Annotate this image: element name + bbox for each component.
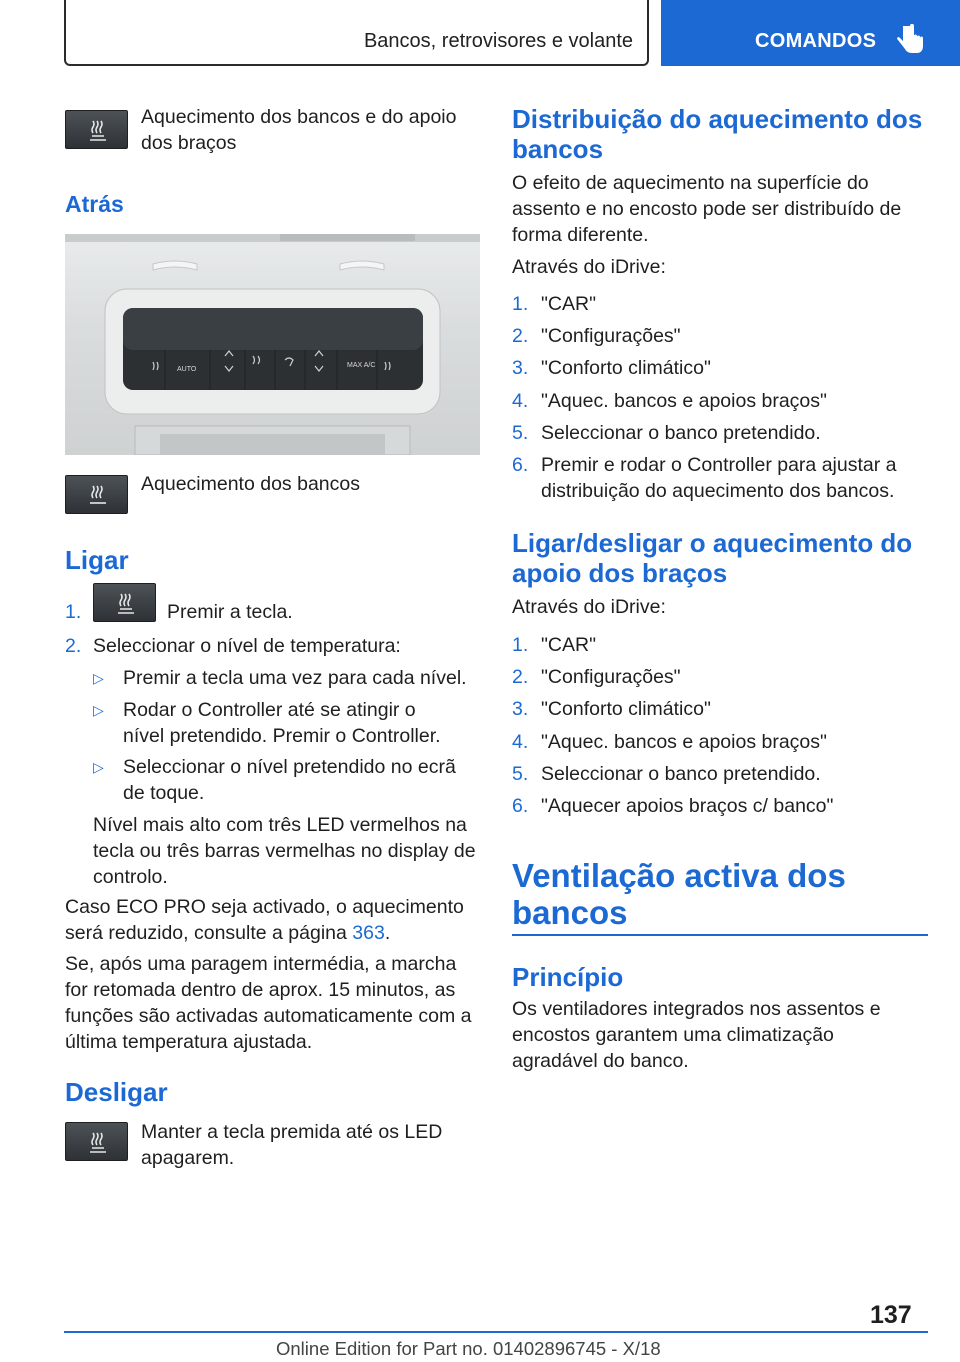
menu-step: "CAR" <box>541 634 597 656</box>
heading-distribution: Distribuição do aquecimento dos bancos <box>512 104 923 164</box>
step-number: 2. <box>512 325 529 347</box>
bullet-text: Premir a tecla uma vez para cada nível. <box>123 667 467 689</box>
menu-step: "Aquecer apoios braços c/ banco" <box>541 795 834 817</box>
menu-step: "Conforto climático" <box>541 357 711 379</box>
level-note: Nível mais alto com três LED vermelhos na tecla ou três barras vermelhas no display de controlo. <box>93 814 476 888</box>
menu-step: "CAR" <box>541 293 597 315</box>
eco-pro-text: Caso ECO PRO seja activado, o aquecimento será reduzido, consulte a página <box>65 896 464 944</box>
seat-heating-icon <box>86 1130 110 1154</box>
rear-climate-panel-photo <box>65 234 480 455</box>
step-number: 1. <box>512 293 529 315</box>
seat-caption: Aquecimento dos bancos <box>141 473 360 495</box>
bullet-triangle-icon: ▷ <box>93 670 104 686</box>
step-number: 5. <box>512 763 529 785</box>
bullet-triangle-icon: ▷ <box>93 759 104 775</box>
step-text: Seleccionar o nível de temperatura: <box>93 635 401 657</box>
menu-step: "Aquec. bancos e apoios braços" <box>541 390 827 412</box>
step-number: 4. <box>512 731 529 753</box>
photo-label-max-ac: MAX A/C <box>347 362 376 369</box>
top-caption: Aquecimento dos bancos e do apoio dos braços <box>141 106 457 154</box>
step-number: 5. <box>512 422 529 444</box>
page-number: 137 <box>870 1301 912 1329</box>
header-section-box <box>64 0 649 66</box>
heading-desligar: Desligar <box>65 1077 168 1107</box>
seat-heating-button-icon <box>65 475 128 514</box>
seat-heating-icon <box>86 118 110 142</box>
menu-step: Seleccionar o banco pretendido. <box>541 422 821 444</box>
step-text: Premir a tecla. <box>167 601 293 623</box>
header-section-title: Bancos, retrovisores e volante <box>363 30 633 52</box>
seat-heating-icon <box>114 591 138 615</box>
pause-note: Se, após uma paragem intermédia, a marcha for retomada dentro de aprox. 15 minutos, as funções são activadas automaticamente com a última temperatura ajustada. <box>65 953 472 1053</box>
section-divider <box>512 934 928 936</box>
menu-step: Seleccionar o banco pretendido. <box>541 763 821 785</box>
menu-step: "Configurações" <box>541 666 681 688</box>
heading-ventilation: Ventilação activa dos bancos <box>512 857 846 931</box>
desligar-text: Manter a tecla premida até os LED apagarem. <box>141 1121 443 1169</box>
footer-edition: Online Edition for Part no. 01402896745 - X/18 <box>276 1338 661 1359</box>
page-reference-link[interactable]: 363 <box>352 922 385 944</box>
step-number: 2. <box>65 635 82 657</box>
heading-rear: Atrás <box>65 191 124 217</box>
principle-text: Os ventiladores integrados nos assentos e encostos garantem uma climatização agradável do banco. <box>512 998 881 1072</box>
seat-heating-off-button-icon <box>65 1122 128 1161</box>
step-number: 3. <box>512 357 529 379</box>
heading-armrest: Ligar/desligar o aquecimento do apoio dos braços <box>512 528 913 588</box>
bullet-text: Seleccionar o nível pretendido no ecrã de toque. <box>123 756 456 804</box>
menu-step: "Aquec. bancos e apoios braços" <box>541 731 827 753</box>
bullet-text: Rodar o Controller até se atingir o nível pretendido. Premir o Controller. <box>123 699 441 747</box>
distribution-text: O efeito de aquecimento na superfície do assento e no encosto pode ser distribuído de forma diferente. <box>512 172 902 246</box>
bullet-triangle-icon: ▷ <box>93 702 104 718</box>
step-number: 1. <box>512 634 529 656</box>
heading-ligar: Ligar <box>65 545 129 575</box>
menu-step: "Conforto climático" <box>541 698 711 720</box>
menu-step: Premir e rodar o Controller para ajustar a distribuição do aquecimento dos bancos. <box>541 454 897 502</box>
step-number: 4. <box>512 390 529 412</box>
seat-heating-key-icon <box>93 583 156 622</box>
header-chapter-title: COMANDOS <box>755 30 877 52</box>
via-idrive: Através do iDrive: <box>512 596 666 618</box>
heading-principle: Princípio <box>512 962 624 992</box>
via-idrive: Através do iDrive: <box>512 256 666 278</box>
step-number: 6. <box>512 454 529 476</box>
pointing-hand-icon <box>897 24 925 54</box>
footer-divider <box>64 1331 928 1333</box>
step-number: 3. <box>512 698 529 720</box>
eco-pro-note: Caso ECO PRO seja activado, o aquecimento será reduzido, consulte a página 363. <box>65 896 464 944</box>
photo-label-auto: AUTO <box>177 366 197 373</box>
seat-armrest-heating-button-icon <box>65 110 128 149</box>
header-chapter-tab[interactable] <box>661 0 960 66</box>
step-number: 6. <box>512 795 529 817</box>
step-number: 1. <box>65 601 82 623</box>
seat-heat-waves-icon <box>86 483 110 507</box>
menu-step: "Configurações" <box>541 325 681 347</box>
step-number: 2. <box>512 666 529 688</box>
